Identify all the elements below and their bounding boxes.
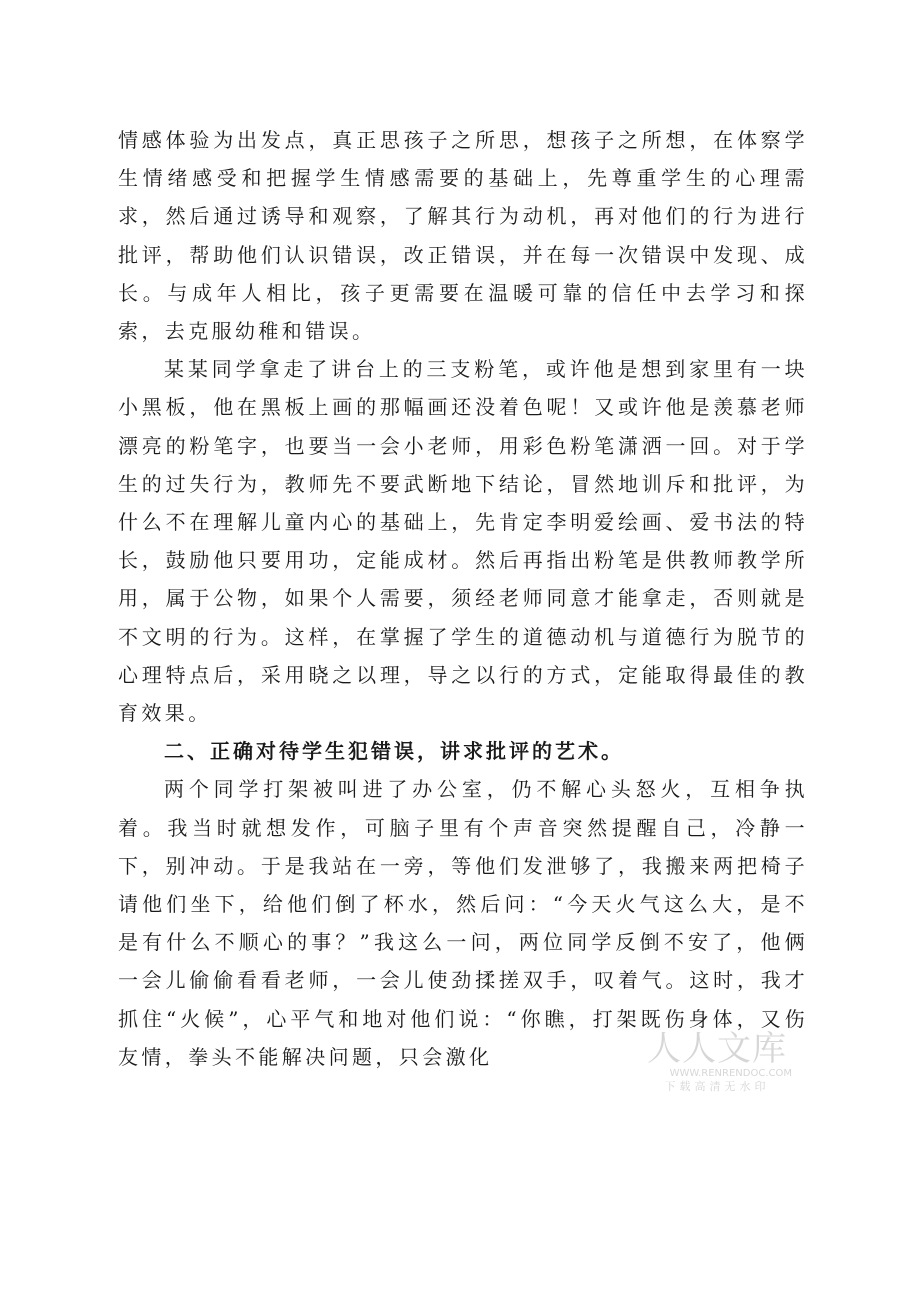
watermark-title: 人人文库 <box>647 1029 787 1069</box>
watermark-subtitle: 下载高清无水印 <box>664 1080 770 1093</box>
document-body <box>118 121 808 1076</box>
paragraph-continuation: 情感体验为出发点，真正思孩子之所思，想孩子之所想，在体察学生情绪感受和把握学生情感需要的基础上，先尊重学生的心理需求，然后通过诱导和观察，了解其行为动机，再对他们的行为进行批评，帮助他们认识错误，改正错误，并在每一次错误中发现、成长。与成年人相比，孩子更需要在温暖可靠的信任中去学习和探索，去克服幼稚和错误。 <box>118 128 808 344</box>
section-heading: 二、正确对待学生犯错误，讲求批评的艺术。 <box>164 739 624 764</box>
paragraph-fight-story: 两个同学打架被叫进了办公室，仍不解心头怒火，互相争执着。我当时就想发作，可脑子里有个声音突然提醒自己，冷静一下，别冲动。于是我站在一旁，等他们发泄够了，我搬来两把椅子请他们坐下，给他们倒了杯水，然后问：“今天火气这么大，是不是有什么不顺心的事？”我这么一问，两位同学反倒不安了，他俩一会儿偷偷看看老师，一会儿使劲揉搓双手，叹着气。这时，我才抓住“火候”，心平气和地对他们说：“你瞧，打架既伤身体，又伤友情，拳头不能解决问题，只会激化 <box>118 777 808 1069</box>
paragraph-chalk-story: 某某同学拿走了讲台上的三支粉笔，或许他是想到家里有一块小黑板，他在黑板上画的那幅画还没着色呢！又或许他是羡慕老师漂亮的粉笔字，也要当一会小老师，用彩色粉笔潇洒一回。对于学生的过失行为，教师先不要武断地下结论，冒然地训斥和批评，为什么不在理解儿童内心的基础上，先肯定李明爱绘画、爱书法的特长，鼓励他只要用功，定能成材。然后再指出粉笔是供教师教学所用，属于公物，如果个人需要，须经老师同意才能拿走，否则就是不文明的行为。这样，在掌握了学生的道德动机与道德行为脱节的心理特点后，采用晓之以理，导之以行的方式，定能取得最佳的教育效果。 <box>118 357 808 726</box>
watermark-url: WWW.RENRENDOC.COM <box>669 1068 792 1079</box>
